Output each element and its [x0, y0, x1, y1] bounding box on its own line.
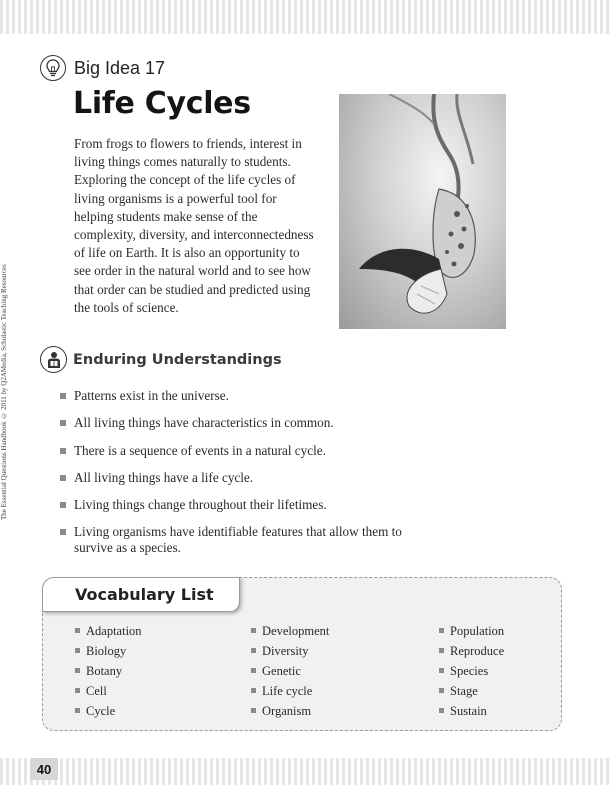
- list-item: Living organisms have identifiable features that allow them to survive as a species.: [60, 524, 440, 556]
- vocabulary-item: Development: [251, 621, 329, 641]
- enduring-understandings-list: [60, 388, 440, 568]
- list-item: There is a sequence of events in a natural cycle.: [60, 443, 440, 459]
- page-number: 40: [30, 758, 58, 780]
- big-idea-header: [40, 54, 165, 82]
- enduring-understandings-heading: [40, 346, 282, 373]
- vocabulary-column-2: [251, 621, 329, 721]
- list-item: All living things have a life cycle.: [60, 470, 440, 486]
- enduring-understandings-title: Enduring Understandings: [73, 351, 282, 368]
- vocabulary-item: Biology: [75, 641, 142, 661]
- lightbulb-icon: [40, 55, 66, 81]
- side-credit: The Essential Questions Handbook © 2011 by Q2AMedia, Scholastic Teaching Resources: [0, 264, 8, 521]
- list-item: Patterns exist in the universe.: [60, 388, 440, 404]
- list-item: All living things have characteristics in common.: [60, 415, 440, 431]
- top-stripe-band: [0, 0, 609, 34]
- page-title: Life Cycles: [73, 86, 251, 121]
- vocabulary-item: Organism: [251, 701, 329, 721]
- vocabulary-item: Botany: [75, 661, 142, 681]
- big-idea-label: Big Idea 17: [74, 57, 166, 78]
- intro-paragraph: From frogs to flowers to friends, interest in living things comes naturally to students. Exploring the concept of the life cycles of living organisms is a powerful tool for helping students make sense of the complexity, diversity, and interconnectedness of life on Earth. It is also an opportunity to see order in the natural world and to see how that order can be studied and predicted using the tools of science.: [74, 136, 314, 315]
- vocabulary-column-1: [75, 621, 142, 721]
- vocabulary-column-3: [439, 621, 504, 721]
- list-item: Living things change throughout their lifetimes.: [60, 497, 440, 513]
- vocabulary-item: Population: [439, 621, 504, 641]
- vocabulary-item: Adaptation: [75, 621, 142, 641]
- vocabulary-item: Species: [439, 661, 504, 681]
- vocabulary-item: Sustain: [439, 701, 504, 721]
- vocabulary-item: Reproduce: [439, 641, 504, 661]
- vocabulary-title: Vocabulary List: [75, 585, 214, 604]
- butterfly-photo: [339, 94, 506, 329]
- bottom-stripe-band: [0, 758, 609, 785]
- vocabulary-item: Life cycle: [251, 681, 329, 701]
- vocabulary-item: Diversity: [251, 641, 329, 661]
- reading-person-icon: [40, 346, 67, 373]
- vocabulary-item: Cycle: [75, 701, 142, 721]
- vocabulary-tab: [42, 577, 240, 612]
- vocabulary-item: Cell: [75, 681, 142, 701]
- vocabulary-item: Genetic: [251, 661, 329, 681]
- vocabulary-item: Stage: [439, 681, 504, 701]
